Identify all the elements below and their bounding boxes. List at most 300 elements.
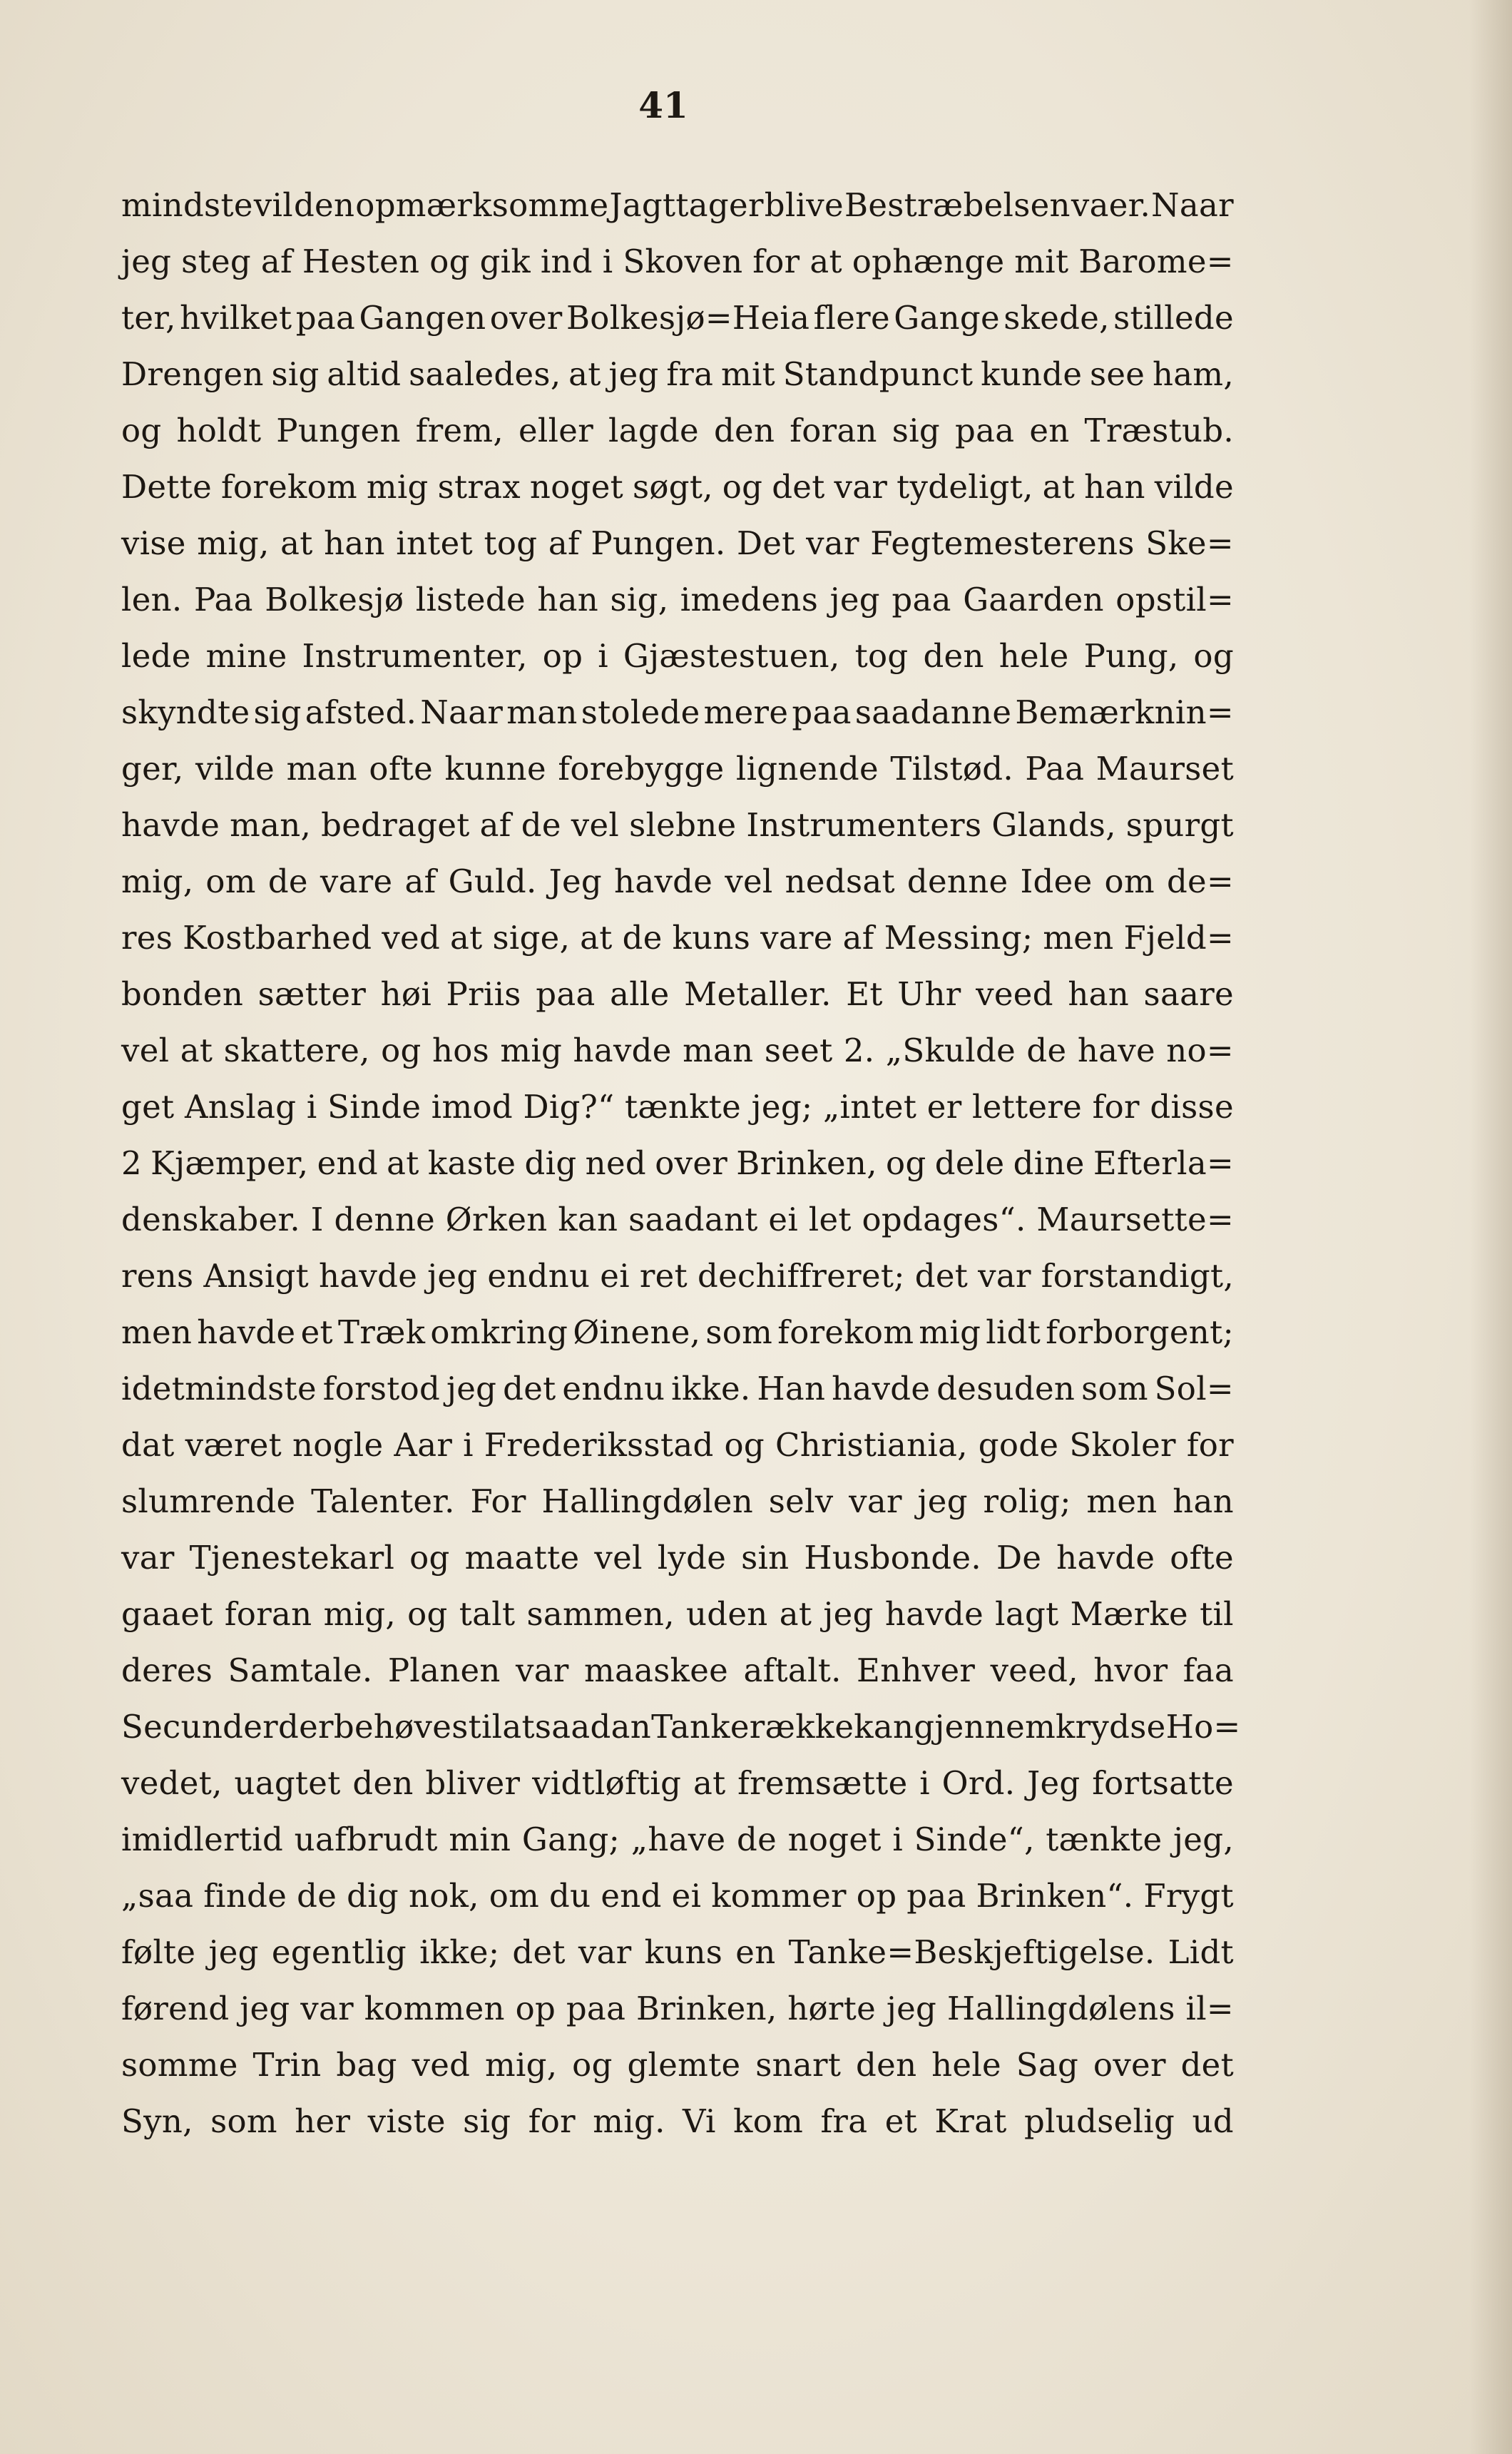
- word: Jeg: [1027, 1764, 1081, 1802]
- word: Gangen: [359, 299, 486, 337]
- word: og: [407, 1595, 448, 1633]
- word: „saa: [121, 1877, 194, 1915]
- word: vise: [121, 524, 186, 562]
- word: de: [622, 919, 663, 957]
- word: han: [1173, 1482, 1234, 1520]
- word: var: [849, 1482, 902, 1520]
- word: vel: [725, 862, 773, 900]
- text-line: [121, 1304, 1234, 1360]
- word: Instrumenter,: [302, 637, 528, 675]
- text-line: [121, 346, 1234, 402]
- word: intet: [396, 524, 473, 562]
- word: som: [210, 2102, 277, 2140]
- word: som: [705, 1313, 773, 1351]
- word: høi: [380, 975, 432, 1013]
- word: Guld.: [448, 862, 537, 900]
- word: Metaller.: [684, 975, 832, 1013]
- word: og: [1193, 637, 1234, 675]
- word: slebne: [629, 806, 737, 844]
- word: var: [121, 1539, 175, 1577]
- word: opdages“.: [862, 1201, 1026, 1238]
- word: foran: [224, 1595, 312, 1633]
- word: Ansigt: [203, 1257, 310, 1295]
- word: Kostbarhed: [183, 919, 372, 957]
- word: Maurset: [1095, 750, 1234, 788]
- text-line: [121, 1360, 1234, 1417]
- word: Secunder: [121, 1708, 278, 1746]
- word: De: [996, 1539, 1042, 1577]
- word: denne: [334, 1201, 436, 1238]
- word: Ord.: [941, 1764, 1016, 1802]
- word: Træk: [338, 1313, 426, 1351]
- word: forebygge: [558, 750, 725, 788]
- word: de: [297, 1877, 337, 1915]
- word: forstandigt,: [1041, 1257, 1234, 1295]
- word: vidtløftig: [532, 1764, 682, 1802]
- word: ind: [540, 243, 593, 280]
- word: talt: [459, 1595, 516, 1633]
- text-line: [121, 233, 1234, 290]
- word: Det: [736, 524, 795, 562]
- word: Drengen: [121, 355, 264, 393]
- word: paa: [954, 412, 1015, 449]
- word: nok,: [408, 1877, 479, 1915]
- word: man: [506, 693, 578, 731]
- word: listede: [415, 581, 526, 618]
- word: opmærksomme: [355, 186, 609, 224]
- word: veed,: [990, 1651, 1078, 1689]
- word: han: [1084, 468, 1145, 506]
- word: saare: [1143, 975, 1234, 1013]
- word: de=: [1166, 862, 1234, 900]
- word: Aar: [394, 1426, 453, 1464]
- word: der: [277, 1708, 334, 1746]
- word: ned: [585, 1144, 646, 1182]
- word: det: [1180, 2046, 1234, 2084]
- word: tog: [484, 524, 538, 562]
- word: og: [722, 468, 763, 506]
- word: vel: [571, 806, 620, 844]
- word: Jeg: [548, 862, 602, 900]
- word: Pungen.: [591, 524, 726, 562]
- word: bonden: [121, 975, 244, 1013]
- word: tog: [854, 637, 909, 675]
- word: om: [205, 862, 256, 900]
- word: i: [306, 1088, 317, 1126]
- word: sig: [463, 2102, 511, 2140]
- word: jeg: [208, 1933, 259, 1971]
- word: paa: [295, 299, 356, 337]
- word: finde: [203, 1877, 287, 1915]
- word: faa: [1182, 1651, 1234, 1689]
- word: for: [1092, 1088, 1140, 1126]
- word: Mærke: [1070, 1595, 1188, 1633]
- word: noget: [787, 1821, 882, 1858]
- text-line: [121, 1135, 1234, 1191]
- word: mig,: [197, 524, 270, 562]
- word: at: [450, 919, 483, 957]
- word: imod: [431, 1088, 513, 1126]
- word: jeg: [829, 581, 880, 618]
- word: seet: [764, 1032, 833, 1069]
- word: sig: [892, 412, 940, 449]
- word: op: [515, 1990, 556, 2027]
- word: Dette: [121, 468, 213, 506]
- word: at: [809, 243, 842, 280]
- word: len.: [121, 581, 183, 618]
- word: til: [468, 1708, 503, 1746]
- word: Gaarden: [963, 581, 1104, 618]
- word: havde: [614, 862, 713, 900]
- word: Talenter.: [311, 1482, 455, 1520]
- word: de: [267, 862, 308, 900]
- word: tænkte: [1046, 1821, 1163, 1858]
- word: fra: [666, 355, 714, 393]
- word: Brinken“.: [976, 1877, 1134, 1915]
- word: forstod: [322, 1370, 441, 1407]
- word: lidt: [986, 1313, 1041, 1351]
- word: Ørken: [445, 1201, 548, 1238]
- page-edge-shadow: [1469, 0, 1512, 2454]
- word: søgt,: [632, 468, 713, 506]
- word: her: [295, 2102, 351, 2140]
- word: han: [324, 524, 385, 562]
- word: veed: [976, 975, 1053, 1013]
- word: ger,: [121, 750, 184, 788]
- word: idetmindste: [121, 1370, 317, 1407]
- word: op: [542, 637, 583, 675]
- word: skyndte: [121, 693, 250, 731]
- word: kan: [558, 1201, 618, 1238]
- word: stillede: [1113, 299, 1234, 337]
- word: havde: [121, 806, 220, 844]
- word: uden: [685, 1595, 768, 1633]
- word: mere: [703, 693, 789, 731]
- word: mindste: [121, 186, 253, 224]
- word: endnu: [562, 1370, 665, 1407]
- word: Sinde: [327, 1088, 422, 1126]
- word: sætter: [257, 975, 367, 1013]
- word: den: [923, 637, 984, 675]
- text-line: [121, 1248, 1234, 1304]
- word: deres: [121, 1651, 213, 1689]
- word: „intet: [822, 1088, 917, 1126]
- word: saadant: [628, 1201, 758, 1238]
- word: jeg: [121, 243, 172, 280]
- word: de: [521, 806, 561, 844]
- word: kuns: [672, 919, 751, 957]
- word: opstil=: [1115, 581, 1234, 618]
- word: ofte: [369, 750, 434, 788]
- word: hele: [998, 637, 1069, 675]
- word: mig: [919, 1313, 981, 1351]
- text-line: [121, 1755, 1234, 1811]
- text-line: [121, 1473, 1234, 1529]
- word: og: [724, 1426, 765, 1464]
- word: ret: [639, 1257, 688, 1295]
- word: uafbrudt: [294, 1821, 438, 1858]
- word: og: [409, 1539, 450, 1577]
- word: af: [548, 524, 580, 562]
- page-number: 41: [638, 84, 688, 126]
- text-line: [121, 740, 1234, 797]
- word: et: [300, 1313, 333, 1351]
- word: at: [580, 919, 613, 957]
- word: ei: [600, 1257, 630, 1295]
- word: Frygt: [1143, 1877, 1234, 1915]
- word: jeg: [608, 355, 659, 393]
- text-line: [121, 684, 1234, 740]
- word: Bemærknin=: [1015, 693, 1234, 731]
- word: om: [489, 1877, 540, 1915]
- word: jeg: [240, 1990, 290, 2027]
- text-line: [121, 1079, 1234, 1135]
- word: været: [185, 1426, 282, 1464]
- word: jeg: [886, 1990, 937, 2027]
- word: dig: [524, 1144, 577, 1182]
- word: men: [1043, 919, 1114, 957]
- word: Tilstød.: [890, 750, 1013, 788]
- word: at: [387, 1144, 419, 1182]
- word: man,: [230, 806, 312, 844]
- word: Samtale.: [228, 1651, 373, 1689]
- word: fra: [820, 2102, 868, 2140]
- word: kom: [733, 2102, 804, 2140]
- word: omkring: [430, 1313, 568, 1351]
- word: kaste: [427, 1144, 516, 1182]
- word: nedsat: [785, 862, 895, 900]
- word: mig,: [121, 862, 194, 900]
- word: disse: [1150, 1088, 1234, 1126]
- word: Glands,: [991, 806, 1116, 844]
- word: Ho=: [1165, 1708, 1241, 1746]
- word: kommer: [711, 1877, 847, 1915]
- word: Hallingdølens: [946, 1990, 1175, 2027]
- word: Idee: [1020, 862, 1093, 900]
- word: Christiania,: [775, 1426, 968, 1464]
- text-line: [121, 1924, 1234, 1980]
- word: „have: [630, 1821, 726, 1858]
- word: lede: [121, 637, 191, 675]
- word: 2.: [843, 1032, 875, 1069]
- word: spurgt: [1125, 806, 1234, 844]
- word: dechiffreret;: [697, 1257, 905, 1295]
- word: gjennemkrydse: [914, 1708, 1166, 1746]
- word: mig: [500, 1032, 563, 1069]
- word: vil: [253, 186, 293, 224]
- word: end: [317, 1144, 378, 1182]
- word: de: [736, 1821, 777, 1858]
- word: sige,: [492, 919, 571, 957]
- word: hvor: [1093, 1651, 1168, 1689]
- word: ophænge: [852, 243, 1005, 280]
- word: ved: [382, 919, 441, 957]
- word: desuden: [936, 1370, 1076, 1407]
- word: tænkte: [624, 1088, 742, 1126]
- word: Vi: [683, 2102, 716, 2140]
- word: ikke.: [671, 1370, 751, 1407]
- word: foran: [790, 412, 877, 449]
- word: Tjenestekarl: [189, 1539, 395, 1577]
- word: slumrende: [121, 1482, 296, 1520]
- word: Standpunct: [782, 355, 974, 393]
- word: Bolkesjø: [265, 581, 404, 618]
- word: kunne: [444, 750, 546, 788]
- text-line: [121, 1868, 1234, 1924]
- word: Hallingdølen: [541, 1482, 753, 1520]
- word: Messing;: [884, 919, 1033, 957]
- word: Pungen: [276, 412, 401, 449]
- word: og: [381, 1032, 422, 1069]
- word: imidlertid: [121, 1821, 284, 1858]
- text-line: [121, 1811, 1234, 1868]
- word: vilde: [1154, 468, 1234, 506]
- word: Skoler: [1069, 1426, 1176, 1464]
- word: bliver: [425, 1764, 521, 1802]
- word: vare: [760, 919, 833, 957]
- word: det: [512, 1933, 566, 1971]
- word: Hesten: [302, 243, 420, 280]
- word: saadan: [534, 1708, 652, 1746]
- word: blive: [764, 186, 844, 224]
- word: at: [280, 524, 313, 562]
- word: jeg: [446, 1370, 497, 1407]
- word: steg: [181, 243, 251, 280]
- word: den: [856, 2046, 917, 2084]
- word: maatte: [464, 1539, 580, 1577]
- word: ud: [1192, 2102, 1234, 2140]
- word: dine: [1013, 1144, 1085, 1182]
- word: vaer.: [1071, 186, 1151, 224]
- word: vilde: [195, 750, 275, 788]
- word: jeg;: [751, 1088, 813, 1126]
- word: op: [856, 1877, 897, 1915]
- word: endnu: [487, 1257, 591, 1295]
- word: var: [806, 524, 859, 562]
- text-line: [121, 515, 1234, 571]
- word: I: [310, 1201, 324, 1238]
- word: mig,: [323, 1595, 396, 1633]
- word: ei: [671, 1877, 702, 1915]
- word: at: [1042, 468, 1076, 506]
- word: Naar: [1151, 186, 1234, 224]
- body-text: [121, 177, 1241, 2149]
- word: ham,: [1152, 355, 1234, 393]
- word: kommen: [364, 1990, 505, 2027]
- word: hvilket: [180, 299, 292, 337]
- word: forekom: [220, 468, 357, 506]
- word: lagt: [995, 1595, 1059, 1633]
- word: stolede: [581, 693, 700, 731]
- word: mig: [366, 468, 429, 506]
- text-line: [121, 2093, 1234, 2149]
- word: men: [121, 1313, 193, 1351]
- word: Husbonde.: [804, 1539, 982, 1577]
- word: hos: [431, 1032, 490, 1069]
- word: kuns: [644, 1933, 723, 1971]
- word: Krat: [934, 2102, 1007, 2140]
- word: Fjeld=: [1123, 919, 1234, 957]
- word: det: [914, 1257, 969, 1295]
- text-line: [121, 853, 1234, 910]
- word: viste: [367, 2102, 446, 2140]
- word: og: [572, 2046, 613, 2084]
- word: Tanke=Beskjeftigelse.: [788, 1933, 1155, 1971]
- word: sig: [253, 693, 302, 731]
- word: Lidt: [1168, 1933, 1234, 1971]
- word: Kjæmper,: [150, 1144, 309, 1182]
- word: Bolkesjø=Heia: [566, 299, 810, 337]
- word: dat: [121, 1426, 175, 1464]
- word: ved: [412, 2046, 471, 2084]
- word: get: [121, 1088, 175, 1126]
- word: vedet,: [121, 1764, 223, 1802]
- word: Gang;: [521, 1821, 620, 1858]
- word: Naar: [420, 693, 504, 731]
- word: var: [516, 1651, 569, 1689]
- word: ofte: [1170, 1539, 1234, 1577]
- word: sin: [741, 1539, 790, 1577]
- word: Barome=: [1078, 243, 1234, 280]
- word: kunde: [981, 355, 1083, 393]
- word: og: [429, 243, 470, 280]
- word: denne: [906, 862, 1008, 900]
- word: og: [121, 412, 162, 449]
- word: den: [713, 412, 775, 449]
- word: dig: [347, 1877, 399, 1915]
- word: en: [735, 1933, 776, 1971]
- word: no=: [1166, 1032, 1234, 1069]
- word: at: [180, 1032, 213, 1069]
- word: 2: [121, 1144, 142, 1182]
- text-line: [121, 1022, 1234, 1079]
- word: alle: [610, 975, 670, 1013]
- word: rens: [121, 1257, 194, 1295]
- word: il=: [1185, 1990, 1234, 2027]
- word: til: [1200, 1595, 1234, 1633]
- word: holdt: [176, 412, 262, 449]
- word: selv: [768, 1482, 834, 1520]
- word: Paa: [1025, 750, 1085, 788]
- word: Sinde“,: [914, 1821, 1035, 1858]
- word: egentlig: [271, 1933, 407, 1971]
- word: let: [808, 1201, 852, 1238]
- word: behøves: [333, 1708, 469, 1746]
- word: som: [1081, 1370, 1148, 1407]
- word: var: [978, 1257, 1031, 1295]
- word: Pung,: [1083, 637, 1179, 675]
- word: du: [549, 1877, 591, 1915]
- word: frem,: [415, 412, 504, 449]
- word: han: [1068, 975, 1130, 1013]
- word: vare: [320, 862, 393, 900]
- word: skattere,: [223, 1032, 370, 1069]
- word: er: [926, 1088, 962, 1126]
- word: havde: [884, 1595, 984, 1633]
- word: end: [601, 1877, 662, 1915]
- word: Brinken,: [736, 1144, 877, 1182]
- word: bag: [336, 2046, 397, 2084]
- text-line: [121, 797, 1234, 853]
- word: et: [884, 2102, 918, 2140]
- word: af: [479, 806, 511, 844]
- word: Fegtemesterens: [870, 524, 1135, 562]
- word: eller: [518, 412, 594, 449]
- word: „Skulde: [885, 1032, 1016, 1069]
- word: jeg,: [1173, 1821, 1234, 1858]
- word: sig: [271, 355, 320, 393]
- word: man: [683, 1032, 754, 1069]
